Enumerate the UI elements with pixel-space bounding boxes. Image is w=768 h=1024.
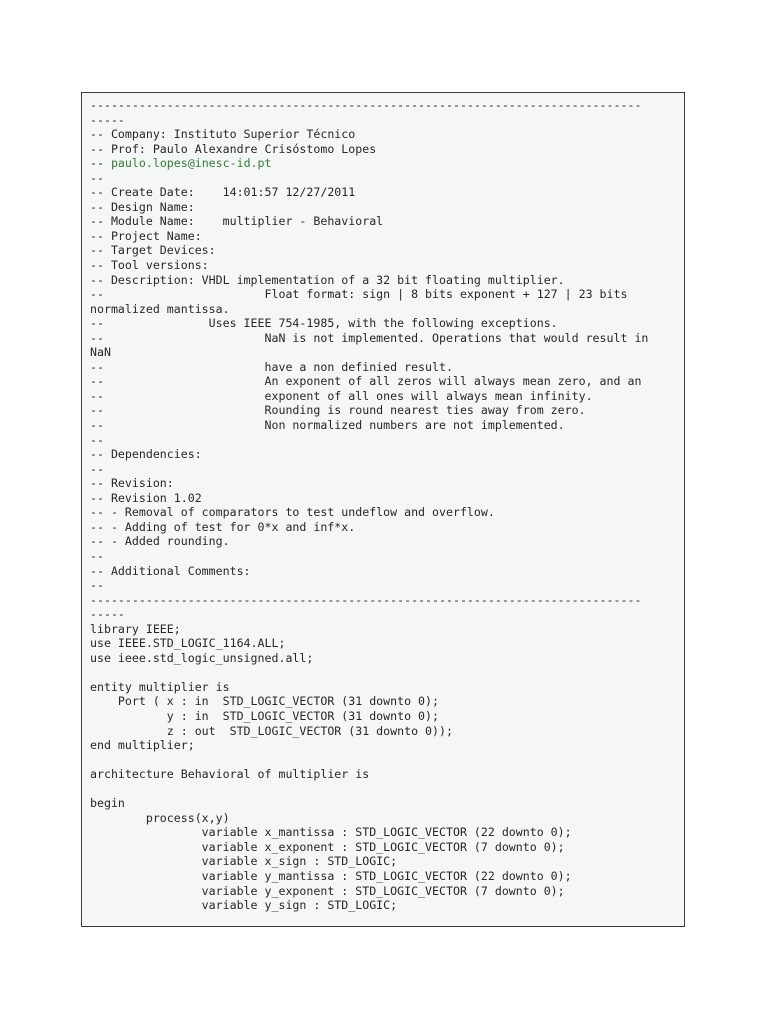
code-line: variable x_mantissa : STD_LOGIC_VECTOR (22 downto 0); xyxy=(90,825,572,840)
code-line: entity multiplier is xyxy=(90,679,230,694)
code-line: -- xyxy=(90,578,104,593)
code-line: end multiplier; xyxy=(90,738,195,753)
code-line: variable y_sign : STD_LOGIC; xyxy=(90,898,398,913)
code-line: -- Description: VHDL implementation of a 32 bit floating multiplier. xyxy=(90,272,565,287)
code-line: -- Dependencies: xyxy=(90,447,202,462)
code-line: ----- xyxy=(90,607,125,622)
code-line: use ieee.std_logic_unsigned.all; xyxy=(90,650,314,665)
code-line: begin xyxy=(90,796,125,811)
code-line: -- Prof: Paulo Alexandre Crisóstomo Lopes xyxy=(90,141,377,156)
code-line: -- Non normalized numbers are not implemented. xyxy=(90,418,565,433)
code-line: variable y_exponent : STD_LOGIC_VECTOR (7 downto 0); xyxy=(90,883,565,898)
code-line: -- An exponent of all zeros will always mean zero, and an xyxy=(90,374,642,389)
code-line: architecture Behavioral of multiplier is xyxy=(90,767,370,782)
code-line: ------------------------------------------------------------------------------- xyxy=(90,592,642,607)
code-line: y : in STD_LOGIC_VECTOR (31 downto 0); xyxy=(90,708,440,723)
code-line xyxy=(90,665,676,680)
email-link[interactable]: paulo.lopes@inesc-id.pt xyxy=(110,156,272,171)
code-line: Port ( x : in STD_LOGIC_VECTOR (31 downto 0); xyxy=(90,694,440,709)
code-line: -- have a non definied result. xyxy=(90,359,453,374)
code-line: -- Create Date: 14:01:57 12/27/2011 xyxy=(90,185,356,200)
code-line: -- Float format: sign | 8 bits exponent + 127 | 23 bits xyxy=(90,287,628,302)
code-line: -- Additional Comments: xyxy=(90,563,251,578)
code-line: process(x,y) xyxy=(90,810,230,825)
code-line: -- xyxy=(90,432,104,447)
code-line: library IEEE; xyxy=(90,621,181,636)
code-line: -- Module Name: multiplier - Behavioral xyxy=(90,214,384,229)
code-line: -- - Added rounding. xyxy=(90,534,230,549)
code-line: use IEEE.STD_LOGIC_1164.ALL; xyxy=(90,636,286,651)
code-line: -- Rounding is round nearest ties away from zero. xyxy=(90,403,586,418)
code-line: -- xyxy=(90,548,104,563)
code-line: -- Uses IEEE 754-1985, with the following exceptions. xyxy=(90,316,558,331)
code-line: z : out STD_LOGIC_VECTOR (31 downto 0)); xyxy=(90,723,453,738)
code-line: -- NaN is not implemented. Operations that would result in xyxy=(90,330,649,345)
code-line: NaN xyxy=(90,345,111,360)
code-line xyxy=(90,753,676,768)
code-line: -- Revision 1.02 xyxy=(90,490,202,505)
code-line: -- - Adding of test for 0*x and inf*x. xyxy=(90,519,356,534)
code-line: -- Design Name: xyxy=(90,199,195,214)
code-line: variable x_sign : STD_LOGIC; xyxy=(90,854,398,869)
code-line: ------------------------------------------------------------------------------- xyxy=(90,98,642,112)
comment-prefix: -- xyxy=(90,156,111,171)
code-line xyxy=(90,782,676,797)
code-line: -- Project Name: xyxy=(90,228,202,243)
code-line: -- xyxy=(90,170,104,185)
code-line: -- Tool versions: xyxy=(90,258,209,273)
code-line: -- Target Devices: xyxy=(90,243,216,258)
code-listing xyxy=(90,98,676,913)
code-listing-box xyxy=(81,92,685,927)
code-line: variable x_exponent : STD_LOGIC_VECTOR (7 downto 0); xyxy=(90,839,565,854)
code-line: -- Revision: xyxy=(90,476,174,491)
code-line: normalized mantissa. xyxy=(90,301,230,316)
code-line: -- Company: Instituto Superior Técnico xyxy=(90,127,356,142)
code-line: -- xyxy=(90,461,104,476)
code-line: -- - Removal of comparators to test undeflow and overflow. xyxy=(90,505,495,520)
email-line xyxy=(90,156,676,171)
code-line: variable y_mantissa : STD_LOGIC_VECTOR (22 downto 0); xyxy=(90,868,572,883)
code-line: -- exponent of all ones will always mean infinity. xyxy=(90,388,593,403)
code-line: ----- xyxy=(90,112,125,127)
